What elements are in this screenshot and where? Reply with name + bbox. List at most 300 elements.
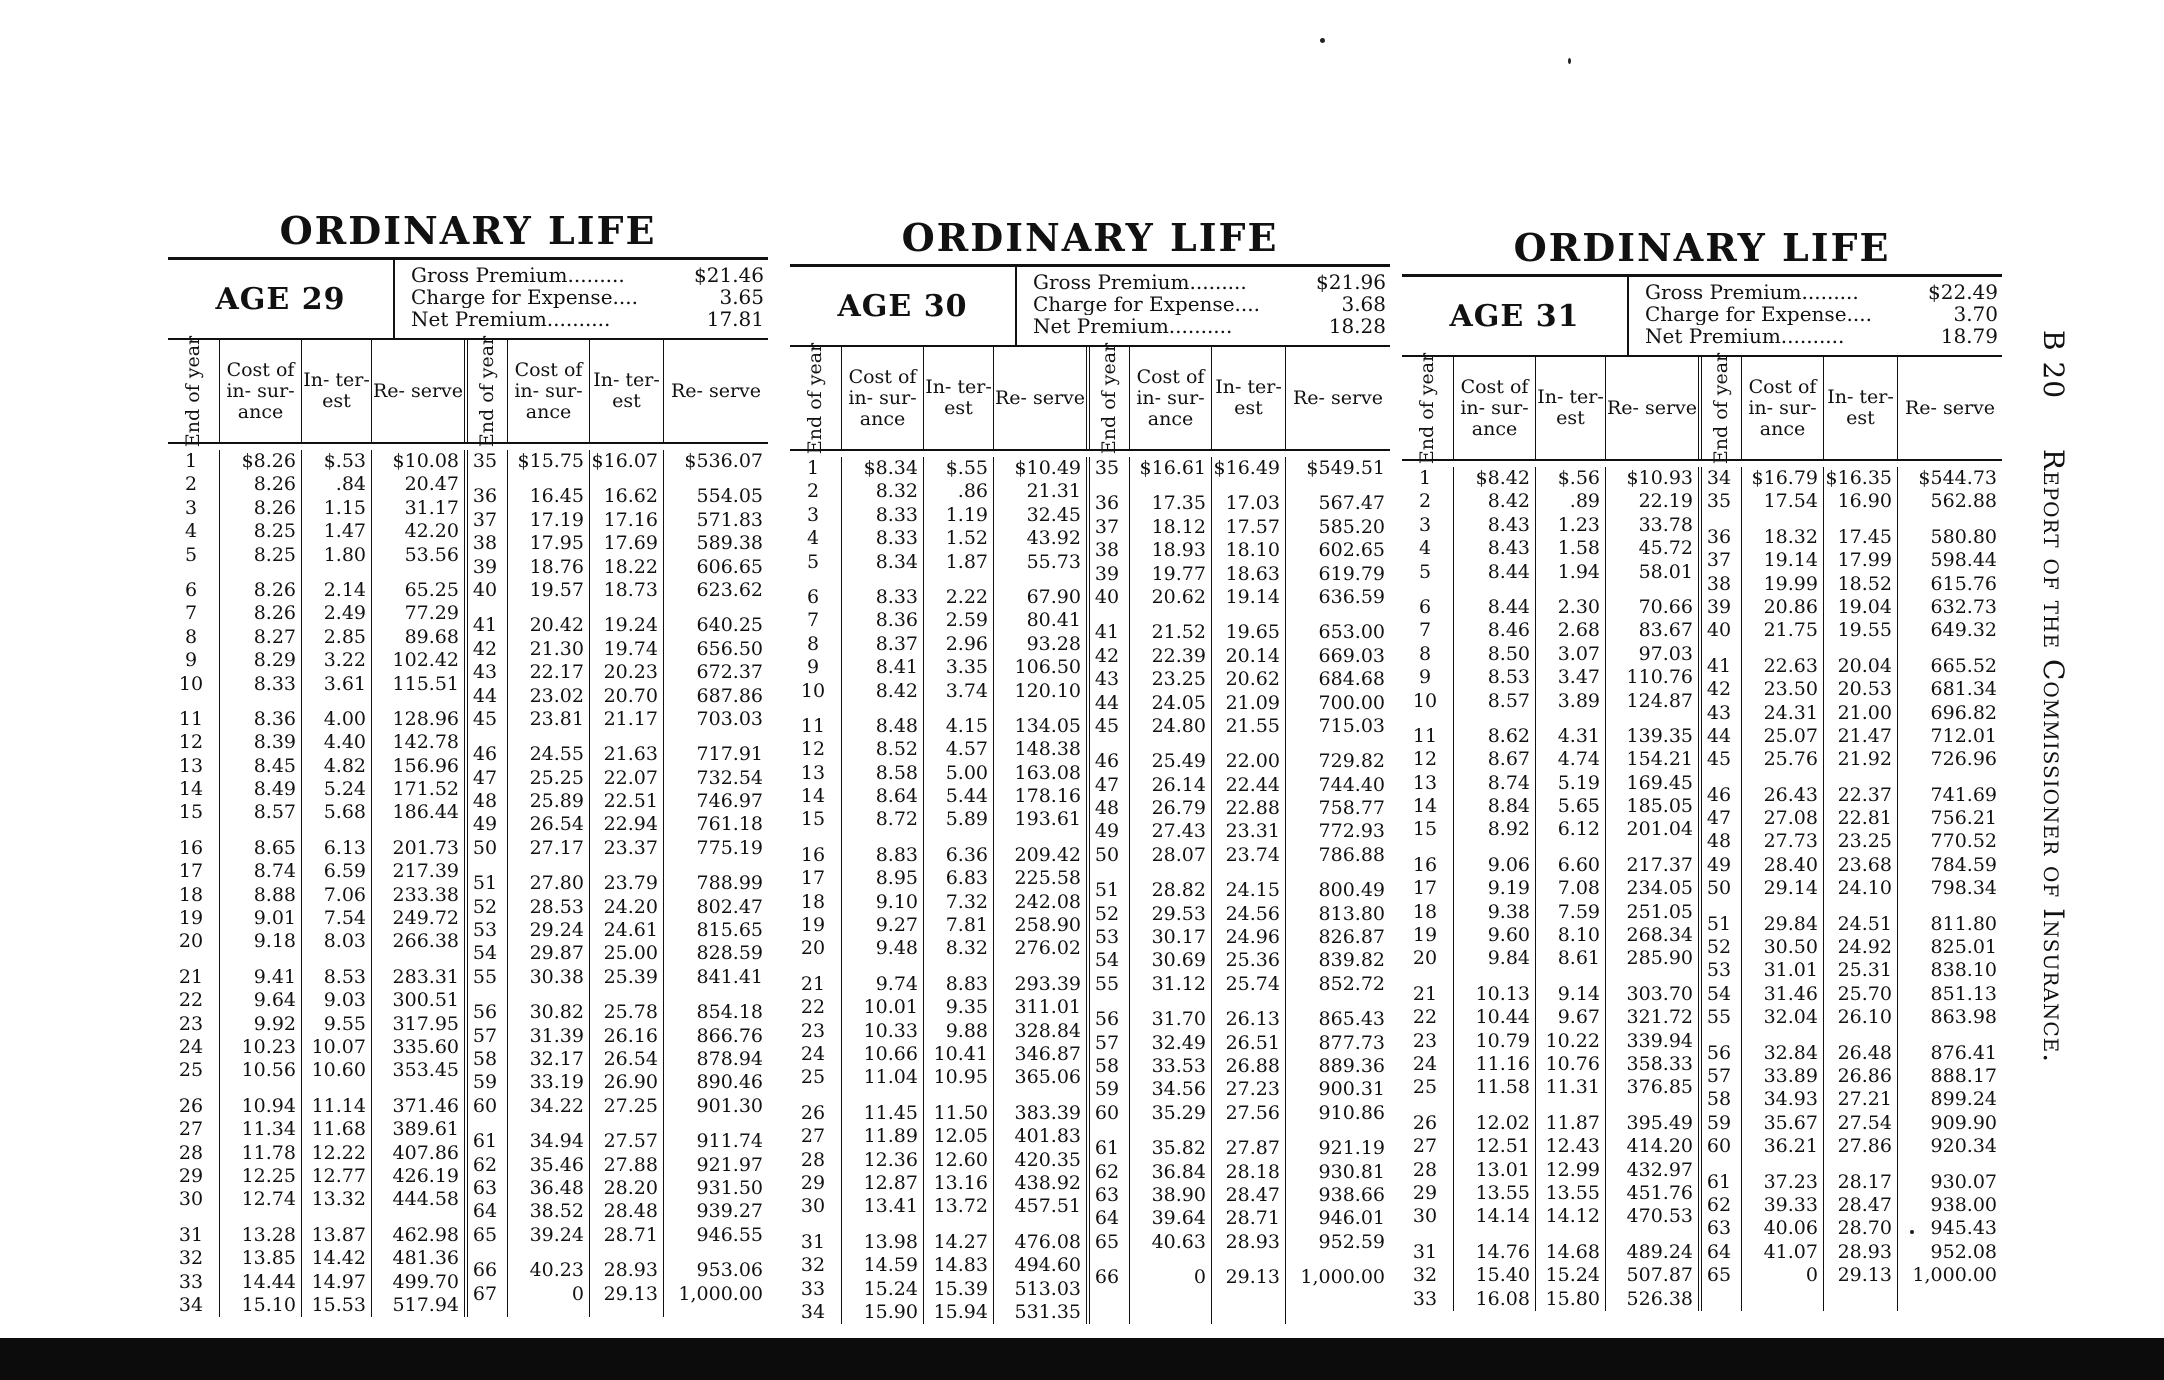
table-cell-year: 57 [472,1024,498,1047]
table-cell-interest: 2.68 [1557,619,1600,642]
row-group-gap [1702,1030,1736,1042]
net-premium-line: Net Premium.......... 17.81 [411,308,768,330]
table-cell-reserve: 877.73 [1318,1031,1385,1054]
table-cell-cost: $16.61 [1139,457,1206,479]
table-cell-interest: 4.40 [323,731,366,754]
left-reserve-column [1606,467,1702,1311]
table-cell-reserve: 266.38 [392,930,459,953]
table-cell-interest: 8.32 [945,937,988,960]
table-cell-reserve: 389.61 [392,1118,459,1141]
row-group-gap [790,1219,836,1231]
right-interest-column [1824,467,1898,1311]
table-cell-interest: 19.65 [1225,621,1280,644]
row-group-gap [220,1212,296,1224]
table-cell-interest: 23.68 [1837,853,1892,876]
table-cell-cost: 21.30 [529,637,584,660]
column-header-reserve: Re- serve [372,340,468,442]
table-cell-cost: 31.39 [529,1024,584,1047]
right-year-column [468,450,508,1317]
table-cell-cost: 29.53 [1151,902,1206,925]
table-cell-reserve: 303.70 [1626,982,1693,1005]
table-cell-interest: 5.24 [323,778,366,801]
row-group-gap [1898,772,1997,784]
table-cell-interest: 20.04 [1837,654,1892,677]
table-cell-cost: 25.49 [1151,750,1206,773]
table-cell-year: 42 [1706,678,1732,701]
table-cell-year: 4 [1418,537,1432,560]
table-cell-interest: 21.55 [1225,714,1280,737]
table-cell-cost: 9.27 [875,914,918,937]
table-cell-year: 2 [184,473,198,496]
table-cell-year: 33 [178,1270,204,1293]
row-group-gap [1402,1229,1448,1241]
table-cell-reserve: 163.08 [1014,761,1081,784]
table-cell-reserve: 798.34 [1930,877,1997,900]
table-cell-cost: 37.23 [1763,1170,1818,1193]
table-cell-reserve: 746.97 [696,790,763,813]
table-title: ORDINARY LIFE [901,215,1279,260]
table-cell-year: 30 [1412,1205,1438,1228]
age-label: AGE 31 [1402,277,1629,355]
table-cell-cost: 13.01 [1475,1158,1530,1181]
table-cell-reserve: 669.03 [1318,644,1385,667]
table-cell-reserve: 22.19 [1638,490,1693,513]
table-cell-year: 17 [1412,877,1438,900]
table-cell-interest: 14.42 [311,1247,366,1270]
table-cell-cost: 23.81 [529,707,584,730]
table-cell-cost: 27.73 [1763,830,1818,853]
row-group-gap [372,954,459,966]
row-group-gap [590,1118,658,1130]
table-cell-interest: 3.07 [1557,642,1600,665]
table-cell-reserve: 124.87 [1626,689,1693,712]
row-group-gap [1606,1229,1693,1241]
table-cell-cost: 35.67 [1763,1111,1818,1134]
table-cell-reserve: 383.39 [1014,1101,1081,1124]
row-group-gap [790,703,836,715]
table-cell-reserve: 899.24 [1930,1088,1997,1111]
table-cell-cost: 8.41 [875,656,918,679]
table-cell-cost: 8.26 [253,578,296,601]
row-group-gap [1212,609,1280,621]
table-cell-reserve: 70.66 [1638,595,1693,618]
table-cell-cost: 34.93 [1763,1088,1818,1111]
table-cell-year: 16 [800,843,826,866]
left-interest-column [924,457,994,1324]
table-cell-year: 39 [472,555,498,578]
table-cell-year: 47 [1094,773,1120,796]
table-cell-interest: 25.74 [1225,972,1280,995]
table-cell-interest: 11.31 [1545,1076,1600,1099]
table-cell-interest: 13.16 [933,1171,988,1194]
table-cell-year: 22 [178,989,204,1012]
row-group-gap [1454,713,1530,725]
table-cell-reserve: 242.08 [1014,890,1081,913]
table-cell-reserve: 939.27 [696,1200,763,1223]
table-cell-year: 66 [1094,1266,1120,1289]
table-cell-interest: 29.13 [1837,1264,1892,1287]
table-cell-cost: 10.66 [863,1042,918,1065]
table-cell-interest: $.53 [323,450,366,472]
table-cell-cost: 36.21 [1763,1135,1818,1158]
table-cell-interest: 1.52 [945,527,988,550]
table-cell-interest: 12.60 [933,1148,988,1171]
table-cell-cost: 32.49 [1151,1031,1206,1054]
table-cell-year: 27 [178,1118,204,1141]
table-cell-interest: 2.49 [323,602,366,625]
table-cell-interest: 5.44 [945,785,988,808]
table-cell-interest: 26.13 [1225,1008,1280,1031]
table-cell-reserve: 531.35 [1014,1300,1081,1323]
row-group-gap [1742,514,1818,526]
table-cell-reserve: 376.85 [1626,1076,1693,1099]
table-cell-cost: 8.42 [1487,490,1530,513]
row-group-gap [1454,842,1530,854]
table-cell-interest: 18.73 [603,578,658,601]
table-header [790,267,1390,347]
table-cell-interest: 20.53 [1837,678,1892,701]
table-cell-interest: 25.39 [603,965,658,988]
table-cell-cost: 40.23 [529,1259,584,1282]
table-cell-year: 15 [1412,818,1438,841]
column-header-cost: Cost of in- sur- ance [1454,357,1536,459]
row-group-gap [1212,738,1280,750]
row-group-gap [1898,1030,1997,1042]
table-cell-cost: 14.59 [863,1254,918,1277]
table-cell-interest: 20.70 [603,684,658,707]
row-group-gap [1536,971,1600,983]
table-cell-interest: 28.71 [1225,1207,1280,1230]
table-cell-reserve: 420.35 [1014,1148,1081,1171]
row-group-gap [1742,1159,1818,1171]
ordinary-life-table [168,205,768,1317]
table-cell-year: 10 [1412,689,1438,712]
row-group-gap [924,832,988,844]
table-cell-cost: 12.51 [1475,1135,1530,1158]
table-cell-cost: 25.25 [529,766,584,789]
table-cell-reserve: $10.08 [392,450,459,472]
table-cell-year: 31 [1412,1240,1438,1263]
gross-premium: $22.49 [1928,280,1998,304]
table-cell-interest: 1.94 [1557,560,1600,583]
row-group-gap [842,1219,918,1231]
table-cell-year: 43 [1706,701,1732,724]
table-cell-year: 53 [1094,926,1120,949]
table-cell-interest: 17.69 [603,532,658,555]
table-cell-reserve: 328.84 [1014,1019,1081,1042]
row-group-gap [1742,643,1818,655]
speck [1568,58,1571,64]
table-cell-interest: 21.09 [1225,691,1280,714]
row-group-gap [168,567,214,579]
gross-premium-line: Gross Premium......... $21.96 [1033,271,1390,293]
row-group-gap [1286,1125,1385,1137]
table-cell-year: 57 [1094,1031,1120,1054]
table-cell-interest: 9.88 [945,1019,988,1042]
table-cell-reserve: 623.62 [696,578,763,601]
table-cell-cost: 11.89 [863,1125,918,1148]
table-cell-reserve: 134.05 [1014,714,1081,737]
table-cell-year: 60 [1094,1101,1120,1124]
table-cell-reserve: 285.90 [1626,947,1693,970]
column-headers [168,335,768,447]
table-cell-reserve: 32.45 [1026,503,1081,526]
table-cell-cost: 8.45 [253,754,296,777]
right-reserve-column [1286,457,1390,1324]
table-cell-year: 23 [1412,1029,1438,1052]
table-cell-cost: 27.80 [529,872,584,895]
table-cell-reserve: 921.97 [696,1153,763,1176]
table-cell-cost: 28.53 [529,895,584,918]
table-cell-reserve: 33.78 [1638,513,1693,536]
table-cell-year: 36 [472,485,498,508]
table-cell-year: 62 [1706,1193,1732,1216]
row-group-gap [664,989,763,1001]
table-cell-interest: 15.39 [933,1277,988,1300]
table-cell-year: 25 [1412,1076,1438,1099]
row-group-gap [1212,996,1280,1008]
table-cell-cost: 8.36 [875,609,918,632]
table-cell-cost: 22.39 [1151,644,1206,667]
table-cell-cost: 26.14 [1151,773,1206,796]
table-cell-reserve: 89.68 [404,625,459,648]
table-cell-year: 52 [472,895,498,918]
table-cell-interest: 28.17 [1837,1170,1892,1193]
table-cell-year: 28 [1412,1158,1438,1181]
net-label: Net Premium [1645,325,1781,347]
table-cell-cost: 14.44 [241,1270,296,1293]
table-cell-year: 44 [1706,724,1732,747]
table-cell-cost: 27.43 [1151,820,1206,843]
row-group-gap [468,860,502,872]
row-group-gap [842,961,918,973]
table-cell-year: 5 [1418,560,1432,583]
table-cell-cost: 0 [1805,1264,1818,1287]
table-cell-interest: 26.54 [603,1047,658,1070]
table-cell-reserve: 866.76 [696,1024,763,1047]
table-cell-reserve: 567.47 [1318,492,1385,515]
table-cell-cost: 8.95 [875,867,918,890]
table-cell-year: 39 [1706,595,1732,618]
table-cell-interest: 23.25 [1837,830,1892,853]
table-cell-year: 14 [1412,795,1438,818]
row-group-gap [1130,609,1206,621]
table-cell-interest: 27.25 [603,1094,658,1117]
table-cell-interest: 20.14 [1225,644,1280,667]
row-group-gap [1898,514,1997,526]
table-cell-year: 12 [178,731,204,754]
table-cell-reserve: 839.82 [1318,949,1385,972]
table-cell-cost: 19.57 [529,578,584,601]
table-cell-year: 2 [1418,490,1432,513]
table-cell-reserve: 653.00 [1318,621,1385,644]
row-group-gap [842,1090,918,1102]
row-group-gap [508,1247,584,1259]
table-cell-interest: 7.08 [1557,877,1600,900]
table-cell-reserve: 909.90 [1930,1111,1997,1134]
table-cell-reserve: 640.25 [696,614,763,637]
row-group-gap [372,825,459,837]
table-cell-year: 57 [1706,1064,1732,1087]
table-cell-reserve: 910.86 [1318,1101,1385,1124]
table-cell-interest: 24.51 [1837,912,1892,935]
table-cell-cost: $8.34 [863,457,918,479]
table-cell-year: 13 [178,754,204,777]
net-label: Net Premium [411,308,547,330]
table-cell-year: 7 [1418,619,1432,642]
table-cell-interest: 13.87 [311,1223,366,1246]
table-cell-reserve: 142.78 [392,731,459,754]
table-cell-year: 11 [178,707,204,730]
table-cell-cost: 8.39 [253,731,296,754]
expense-label: Charge for Expense [1645,303,1847,325]
table-cell-interest: 26.10 [1837,1006,1892,1029]
table-cell-interest: 4.74 [1557,748,1600,771]
table-cell-cost: 8.42 [875,679,918,702]
column-header-interest: In- ter- est [924,347,994,449]
table-cell-reserve: 499.70 [392,1270,459,1293]
row-group-gap [1824,901,1892,913]
table-cell-year: 20 [1412,947,1438,970]
table-cell-reserve: 31.17 [404,496,459,519]
table-cell-year: 46 [1706,783,1732,806]
expense-line: Charge for Expense.... 3.65 [411,286,768,308]
table-cell-cost: 8.74 [253,860,296,883]
table-cell-year: 41 [472,614,498,637]
table-cell-reserve: 1,000.00 [1300,1266,1385,1289]
row-group-gap [664,1118,763,1130]
table-cell-year: 42 [472,637,498,660]
table-cell-interest: 4.00 [323,707,366,730]
table-cell-reserve: 813.80 [1318,902,1385,925]
table-cell-year: 60 [1706,1135,1732,1158]
row-group-gap [590,1247,658,1259]
table-cell-cost: 8.26 [253,473,296,496]
column-header-cost: Cost of in- sur- ance [1742,357,1824,459]
row-group-gap [842,574,918,586]
table-cell-reserve: 201.04 [1626,818,1693,841]
table-cell-reserve: 920.34 [1930,1135,1997,1158]
table-cell-cost: 21.52 [1151,621,1206,644]
table-cell-year: 45 [472,707,498,730]
row-group-gap [372,696,459,708]
table-cell-cost: 8.43 [1487,537,1530,560]
table-cell-cost: 38.90 [1151,1183,1206,1206]
table-cell-reserve: 649.32 [1930,619,1997,642]
table-cell-cost: 33.19 [529,1071,584,1094]
table-cell-cost: 18.12 [1151,515,1206,538]
table-cell-cost: 30.17 [1151,926,1206,949]
table-cell-reserve: 815.65 [696,919,763,942]
table-cell-interest: 22.81 [1837,807,1892,830]
table-cell-cost: 25.07 [1763,724,1818,747]
table-cell-cost: 33.53 [1151,1054,1206,1077]
row-group-gap [664,602,763,614]
table-cell-interest: 7.54 [323,907,366,930]
table-cell-year: 51 [472,872,498,895]
left-reserve-column [372,450,468,1317]
row-group-gap [1702,901,1736,913]
table-cell-year: 22 [1412,1006,1438,1029]
table-cell-cost: 9.92 [253,1012,296,1035]
table-cell-cost: 10.13 [1475,982,1530,1005]
table-cell-cost: 8.33 [875,585,918,608]
table-cell-reserve: 865.43 [1318,1008,1385,1031]
row-group-gap [1402,971,1448,983]
table-cell-year: 60 [472,1094,498,1117]
table-cell-year: 49 [472,813,498,836]
table-cell-cost: 29.14 [1763,877,1818,900]
table-cell-reserve: 696.82 [1930,701,1997,724]
table-cell-cost: 11.34 [241,1118,296,1141]
row-group-gap [468,989,502,1001]
right-year-column [1702,467,1742,1311]
table-cell-interest: 24.10 [1837,877,1892,900]
row-group-gap [1536,584,1600,596]
table-cell-reserve: 636.59 [1318,585,1385,608]
table-cell-interest: 9.14 [1557,982,1600,1005]
table-cell-year: 19 [1412,924,1438,947]
table-cell-year: 3 [184,496,198,519]
table-cell-interest: 6.60 [1557,853,1600,876]
row-group-gap [508,1118,584,1130]
table-cell-reserve: 169.45 [1626,771,1693,794]
table-cell-interest: 8.03 [323,930,366,953]
column-header-cost: Cost of in- sur- ance [220,340,302,442]
table-cell-reserve: 672.37 [696,661,763,684]
row-group-gap [1898,643,1997,655]
table-header [168,260,768,340]
table-cell-cost: 35.82 [1151,1137,1206,1160]
row-group-gap [1090,996,1124,1008]
table-cell-cost: 39.64 [1151,1207,1206,1230]
table-cell-cost: 20.62 [1151,585,1206,608]
row-group-gap [1286,1254,1385,1266]
table-cell-year: 21 [178,965,204,988]
table-cell-year: 42 [1094,644,1120,667]
table-cell-reserve: 53.56 [404,543,459,566]
table-cell-reserve: 888.17 [1930,1064,1997,1087]
table-cell-interest: 21.17 [603,707,658,730]
table-cell-year: 64 [1094,1207,1120,1230]
gross-premium: $21.96 [1316,270,1386,294]
table-cell-reserve: 45.72 [1638,537,1693,560]
table-cell-reserve: 619.79 [1318,562,1385,585]
table-cell-year: 45 [1094,714,1120,737]
row-group-gap [508,602,584,614]
row-group-gap [590,731,658,743]
table-cell-cost: $15.75 [517,450,584,472]
table-cell-reserve: 67.90 [1026,585,1081,608]
table-cell-cost: 28.07 [1151,843,1206,866]
row-group-gap [1286,480,1385,492]
table-cell-year: 61 [1094,1137,1120,1160]
table-cell-reserve: 476.08 [1014,1230,1081,1253]
table-cell-year: 48 [1094,797,1120,820]
table-cell-interest: 9.35 [945,996,988,1019]
table-cell-interest: 22.94 [603,813,658,836]
table-cell-year: 32 [1412,1264,1438,1287]
table-cell-reserve: 580.80 [1930,525,1997,548]
table-cell-year: 32 [800,1254,826,1277]
table-cell-reserve: 878.94 [696,1047,763,1070]
table-cell-interest: 26.90 [603,1071,658,1094]
table-cell-cost: 8.25 [253,543,296,566]
table-cell-interest: 4.82 [323,754,366,777]
table-cell-year: 18 [800,890,826,913]
table-cell-reserve: 346.87 [1014,1042,1081,1065]
table-cell-reserve: 784.59 [1930,853,1997,876]
